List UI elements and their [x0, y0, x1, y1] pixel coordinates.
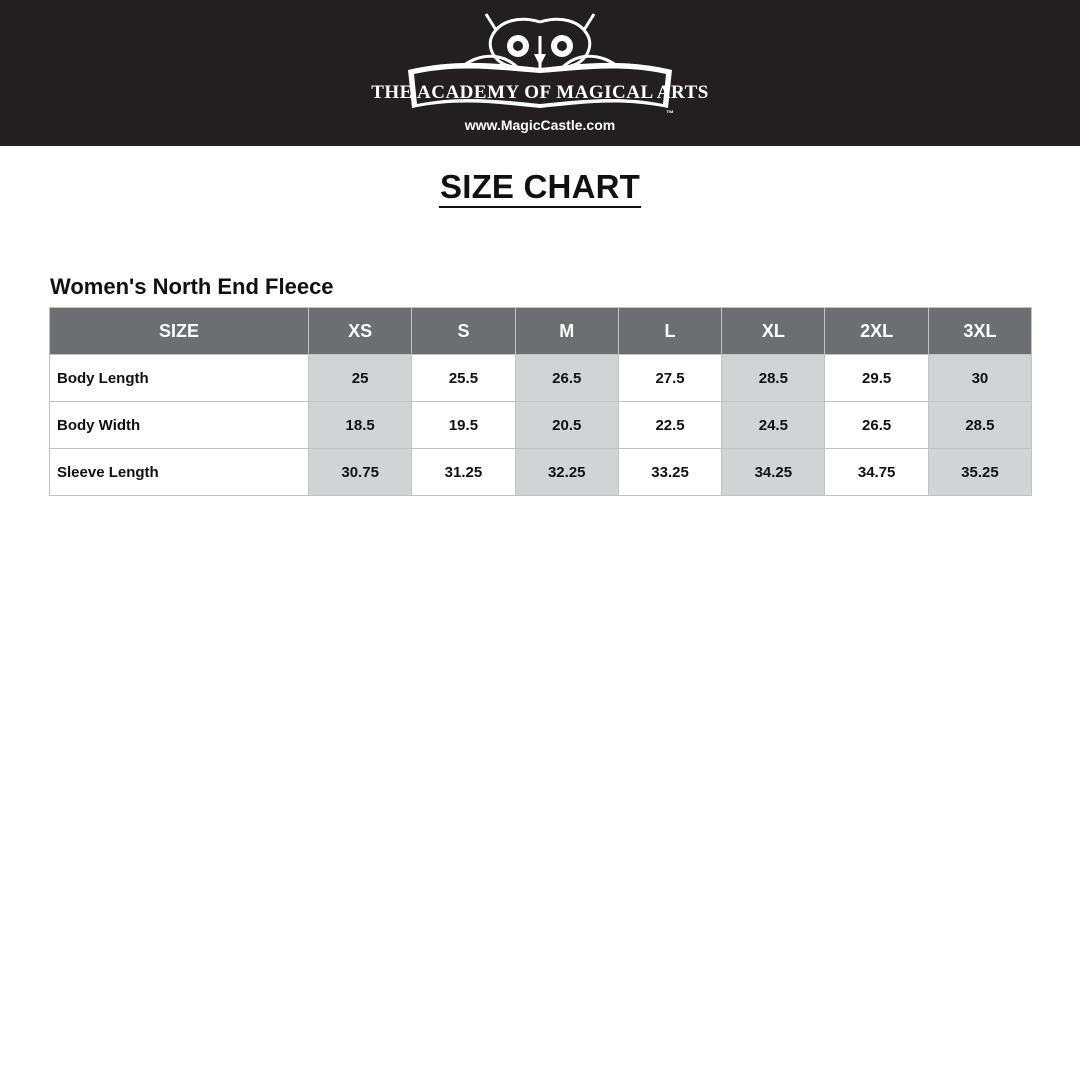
row-label: Body Width [50, 402, 309, 449]
table-row [50, 402, 1032, 449]
owl-emblem-icon [371, 8, 709, 138]
table-cell: 18.5 [309, 402, 412, 449]
table-cell: 34.25 [722, 449, 825, 496]
logo-wordmark: THE ACADEMY OF MAGICAL ARTS [371, 82, 709, 103]
table-cell: 28.5 [722, 355, 825, 402]
header-cell: XS [309, 308, 412, 355]
header-cell: M [515, 308, 618, 355]
table-cell: 25.5 [412, 355, 515, 402]
table-row [50, 355, 1032, 402]
academy-logo [371, 8, 709, 138]
table-cell: 31.25 [412, 449, 515, 496]
table-cell: 30 [928, 355, 1031, 402]
table-cell: 34.75 [825, 449, 928, 496]
row-label: Body Length [50, 355, 309, 402]
table-cell: 29.5 [825, 355, 928, 402]
table-cell: 26.5 [515, 355, 618, 402]
table-cell: 20.5 [515, 402, 618, 449]
page-title-text: SIZE CHART [439, 169, 641, 208]
table-cell: 19.5 [412, 402, 515, 449]
table-cell: 26.5 [825, 402, 928, 449]
table-header-row [50, 308, 1032, 355]
header-banner [0, 0, 1080, 146]
row-label: Sleeve Length [50, 449, 309, 496]
header-cell: 3XL [928, 308, 1031, 355]
table-row [50, 449, 1032, 496]
trademark-symbol: ™ [666, 109, 674, 118]
table-cell: 28.5 [928, 402, 1031, 449]
table-cell: 33.25 [618, 449, 721, 496]
header-cell: S [412, 308, 515, 355]
logo-url: www.MagicCastle.com [464, 117, 616, 133]
size-chart-table [49, 307, 1032, 496]
table-cell: 30.75 [309, 449, 412, 496]
header-cell: XL [722, 308, 825, 355]
header-cell: 2XL [825, 308, 928, 355]
section-title: Women's North End Fleece [50, 274, 334, 299]
header-cell-size: SIZE [50, 308, 309, 355]
header-cell: L [618, 308, 721, 355]
table-cell: 27.5 [618, 355, 721, 402]
table-cell: 24.5 [722, 402, 825, 449]
page-title [0, 168, 1080, 208]
table-cell: 25 [309, 355, 412, 402]
table-cell: 35.25 [928, 449, 1031, 496]
table-cell: 22.5 [618, 402, 721, 449]
table-cell: 32.25 [515, 449, 618, 496]
